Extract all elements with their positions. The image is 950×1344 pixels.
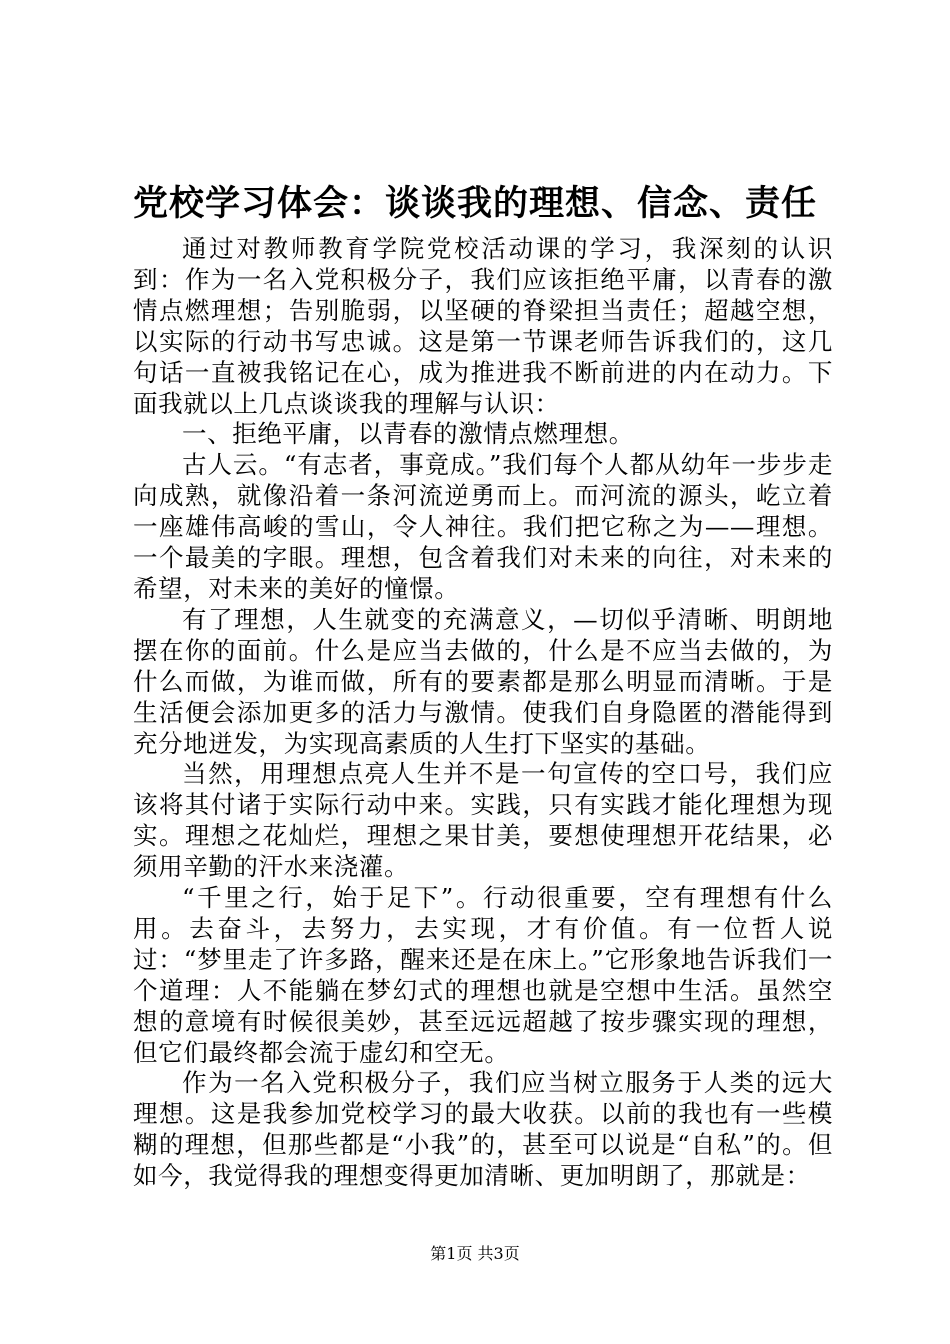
page-footer: 第1页 共3页 (430, 1244, 520, 1263)
paragraph-section-heading: 一、拒绝平庸，以青春的激情点燃理想。 (182, 419, 634, 449)
paragraph-meaning: 有了理想，人生就变的充满意义，—切似乎清晰、明朗地摆在你的面前。什么是应当去做的，什么是不应当去做的，为什么而做，为谁而做，所有的要素都是那么明显而清晰。于是生活便会添加更多的活力与激情。使我们自身隐匿的潜能得到充分地迸发，为实现高素质的人生打下坚实的基础。 (133, 604, 833, 758)
paragraph-conclusion: 作为一名入党积极分子，我们应当树立服务于人类的远大理想。这是我参加党校学习的最大收获。以前的我也有一些模糊的理想，但那些都是“小我”的，甚至可以说是“自私”的。但如今，我觉得我的理想变得更加清晰、更加明朗了，那就是： (133, 1068, 833, 1191)
paragraph-intro: 通过对教师教育学院党校活动课的学习，我深刻的认识到：作为一名入党积极分子，我们应该拒绝平庸，以青春的激情点燃理想；告别脆弱，以坚硬的脊梁担当责任；超越空想，以实际的行动书写忠诚。这是第一节课老师告诉我们的，这几句话一直被我铭记在心，成为推进我不断前进的内在动力。下面我就以上几点谈谈我的理解与认识： (133, 234, 833, 418)
paragraph-ideal: 古人云。“有志者，事竟成。”我们每个人都从幼年一步步走向成熟，就像沿着一条河流逆勇而上。而河流的源头，屹立着一座雄伟高峻的雪山，令人神往。我们把它称之为——理想。一个最美的字眼。理想，包含着我们对未来的向往，对未来的希望，对未来的美好的憧憬。 (133, 450, 833, 603)
document-title: 党校学习体会：谈谈我的理想、信念、责任 (132, 183, 817, 224)
paragraph-practice: 当然，用理想点亮人生并不是一句宣传的空口号，我们应该将其付诸于实际行动中来。实践，只有实践才能化理想为现实。理想之花灿烂，理想之果甘美，要想使理想开花结果，必须用辛勤的汗水来浇灌。 (133, 759, 833, 882)
paragraph-action: “千里之行，始于足下”。行动很重要，空有理想有什么用。去奋斗，去努力，去实现，才有价值。有一位哲人说过：“梦里走了许多路，醒来还是在床上。”它形象地告诉我们一个道理：人不能躺在梦幻式的理想也就是空想中生活。虽然空想的意境有时候很美妙，甚至远远超越了按步骤实现的理想，但它们最终都会流于虚幻和空无。 (133, 883, 833, 1067)
document-body (133, 234, 833, 1192)
